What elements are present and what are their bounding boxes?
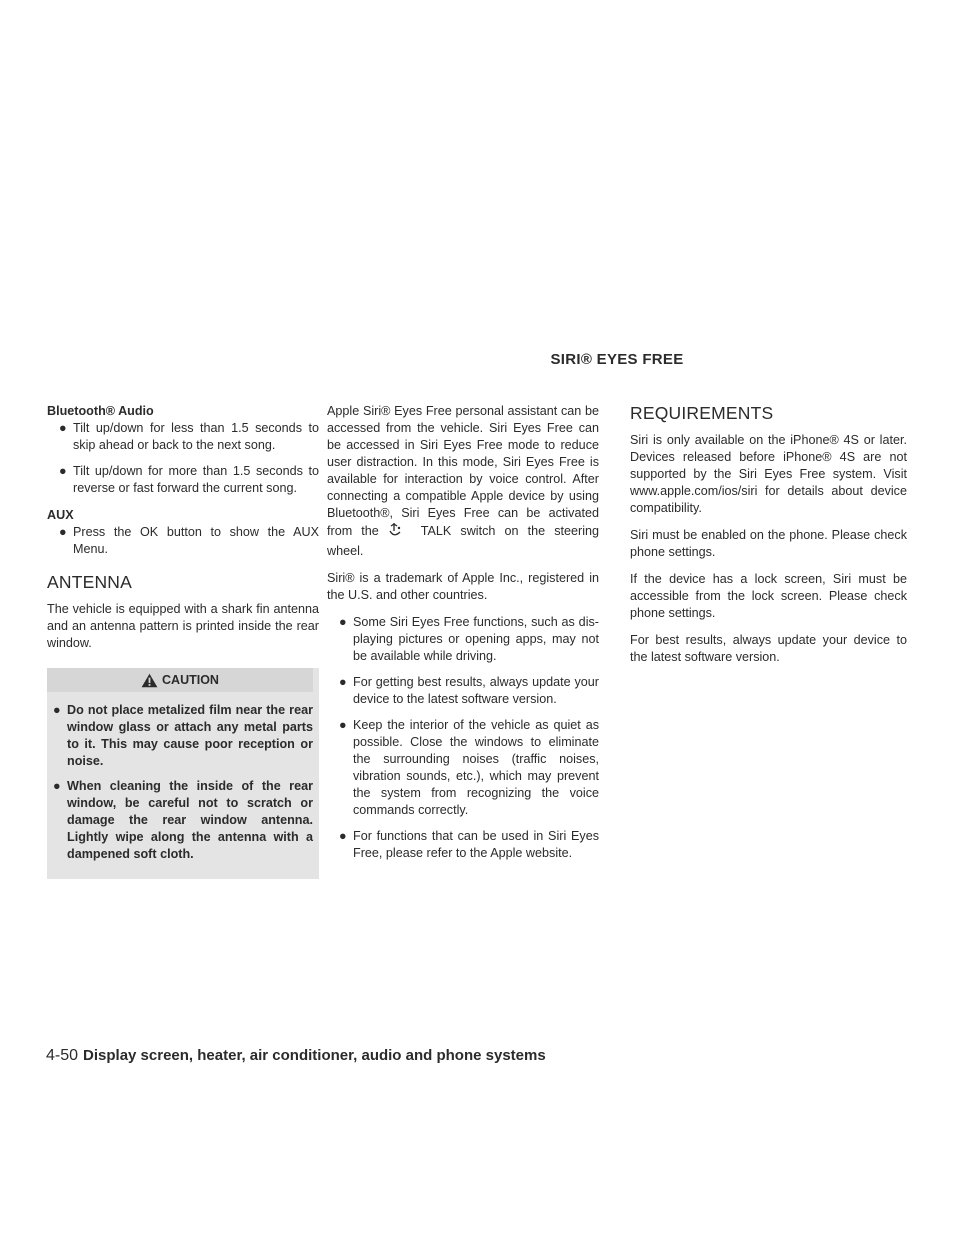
page-title: SIRI® EYES FREE: [550, 351, 684, 368]
page-footer: [46, 1047, 546, 1065]
bluetooth-audio-heading: Bluetooth® Audio: [47, 404, 154, 418]
talk-switch-icon: [388, 522, 412, 543]
bullet-icon: ●: [339, 615, 347, 629]
requirements-heading: REQUIREMENTS: [630, 403, 774, 423]
bullet-icon: ●: [53, 703, 61, 717]
list-item: ● Some Siri Eyes Free functions, such as displaying pictures or opening apps, may not be available while driving.: [339, 615, 599, 663]
list-item: ● Press the OK button to show the AUX Menu.: [59, 525, 319, 556]
list-item: ● For getting best results, always update your device to the latest software version.: [339, 675, 599, 706]
caution-box: [47, 668, 319, 879]
siri-intro-paragraph: Apple Siri® Eyes Free personal assistant can be accessed from the vehicle. Siri Eyes Free can be accessed in Siri Eyes Free mode to reduce user distraction. In this mode, Siri Eyes Free is available for interaction by voice control. After connecting a compatible Apple device by using Bluetooth®, Siri Eyes Free can be activated from the TALK switch on the steering wheel.: [327, 404, 599, 558]
requirements-paragraph: If the device has a lock screen, Siri must be accessible from the lock screen. Please check phone settings.: [630, 572, 907, 620]
bullet-icon: ●: [53, 779, 61, 793]
bluetooth-audio-list: [47, 420, 319, 497]
bullet-icon: ●: [339, 829, 347, 843]
requirements-paragraph: Siri must be enabled on the phone. Please check phone settings.: [630, 528, 907, 559]
column-right: [630, 403, 907, 676]
list-item: ● Keep the interior of the vehicle as quiet as possible. Close the windows to eliminate the surrounding noises (traffic noises, vibration sounds, etc.), which may prevent the system from recognizing the voice commands correctly.: [339, 718, 599, 817]
aux-list: [47, 524, 319, 558]
aux-heading: AUX: [47, 508, 74, 522]
page-number: 4-50: [46, 1047, 79, 1064]
caution-header: [47, 668, 313, 692]
bullet-icon: ●: [59, 525, 67, 539]
trademark-paragraph: Siri® is a trademark of Apple Inc., registered in the U.S. and other countries.: [327, 571, 599, 602]
requirements-paragraph: For best results, always update your device to the latest software version.: [630, 633, 907, 664]
antenna-heading: ANTENNA: [47, 572, 133, 592]
requirements-paragraph: Siri is only available on the iPhone® 4S or later. Devices released before iPhone® 4S are not supported by the Siri Eyes Free system. Visit www.apple.com/ios/siri for details about device compatibility.: [630, 433, 907, 515]
bullet-icon: ●: [339, 718, 347, 732]
list-item: ● Tilt up/down for more than 1.5 seconds to reverse or fast forward the current song.: [59, 464, 319, 495]
list-item: ● Tilt up/down for less than 1.5 seconds to skip ahead or back to the next song.: [59, 421, 319, 452]
warning-triangle-icon: [141, 673, 158, 688]
column-middle: [327, 403, 599, 872]
caution-label: CAUTION: [162, 672, 219, 687]
list-item: ● When cleaning the inside of the rear window, be careful not to scratch or damage the rear window antenna. Lightly wipe along the antenna with a dampened soft cloth.: [53, 779, 313, 861]
bullet-icon: ●: [59, 421, 67, 435]
column-left: [47, 403, 319, 879]
caution-list: [47, 702, 313, 863]
siri-notes-list: [327, 614, 599, 862]
bullet-icon: ●: [59, 464, 67, 478]
chapter-title: Display screen, heater, air conditioner, audio and phone systems: [83, 1047, 546, 1064]
list-item: ● For functions that can be used in Siri Eyes Free, please refer to the Apple website.: [339, 829, 599, 860]
bullet-icon: ●: [339, 675, 347, 689]
list-item: ● Do not place metalized film near the rear window glass or attach any metal parts to it. This may cause poor reception or noise.: [53, 703, 313, 768]
antenna-paragraph: The vehicle is equipped with a shark fin antenna and an antenna pattern is printed inside the rear window.: [47, 602, 319, 650]
